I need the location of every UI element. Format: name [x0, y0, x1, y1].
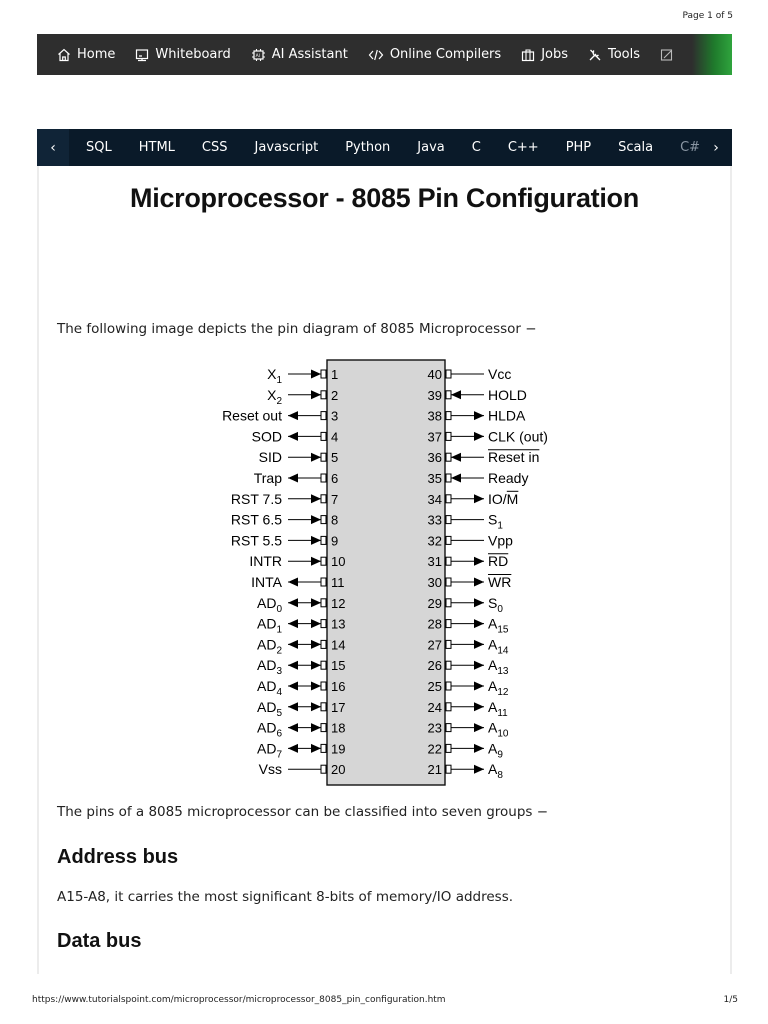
left-pin-16-arrow-right: [311, 682, 321, 691]
left-pin-17-stub: [321, 703, 326, 711]
left-pin-18-arrow-right: [311, 723, 321, 732]
right-pin-30-arrow: [474, 578, 484, 587]
nav-item-label: AI Assistant: [271, 47, 348, 62]
left-pin-9-label: RST 5.5: [230, 532, 282, 549]
right-pin-32-number: 32: [427, 533, 442, 549]
left-pin-12-label: $AD_0$: [256, 594, 282, 615]
right-pin-34-arrow: [474, 494, 484, 503]
left-pin-19-arrow-left: [288, 744, 298, 753]
tab-sql[interactable]: SQL: [86, 140, 112, 155]
tab-html[interactable]: HTML: [138, 140, 175, 155]
right-pin-28-label: $A_{15}$: [488, 615, 509, 636]
right-pin-32-stub: [446, 536, 451, 544]
left-pin-14-number: 14: [331, 637, 346, 653]
right-pin-26-stub: [446, 661, 451, 669]
right-pin-21-stub: [446, 765, 451, 773]
right-pin-22-number: 22: [427, 741, 442, 757]
left-pin-17-number: 17: [331, 699, 346, 715]
left-pin-3-number: 3: [331, 408, 339, 424]
right-pin-21-arrow: [474, 765, 484, 774]
right-pin-39-label: HOLD: [488, 386, 527, 403]
right-pin-27-arrow: [474, 640, 484, 649]
right-pin-40-stub: [446, 370, 451, 378]
left-pin-1-stub: [321, 370, 326, 378]
left-pin-13-label: $AD_1$: [256, 615, 282, 636]
nav-item-label: Tools: [608, 47, 641, 62]
left-pin-10-stub: [321, 557, 326, 565]
right-pin-24-stub: [446, 703, 451, 711]
right-pin-33-number: 33: [427, 512, 442, 528]
right-pin-24-number: 24: [427, 699, 442, 715]
left-pin-11-label: INTA: [251, 574, 282, 590]
groups-intro-paragraph: The pins of a 8085 microprocessor can be classified into seven groups −: [57, 804, 549, 820]
left-pin-7-number: 7: [331, 491, 339, 507]
right-pin-30-stub: [446, 578, 451, 586]
right-pin-28-arrow: [474, 619, 484, 628]
left-pin-8-stub: [321, 516, 326, 524]
svg-text:AI: AI: [255, 53, 260, 59]
left-pin-16-stub: [321, 682, 326, 690]
left-pin-1-number: 1: [331, 367, 339, 382]
right-pin-25-arrow: [474, 682, 484, 691]
right-pin-23-stub: [446, 724, 451, 732]
nav-item-jobs[interactable]: [521, 47, 568, 62]
right-pin-40-number: 40: [427, 367, 442, 382]
right-pin-26-label: $A_{13}$: [488, 657, 509, 678]
right-pin-31-label: RD: [488, 553, 509, 570]
right-pin-25-stub: [446, 682, 451, 690]
left-pin-1-label: $X_1$: [267, 366, 282, 386]
right-pin-25-number: 25: [427, 679, 442, 694]
right-pin-39-arrow: [451, 390, 461, 399]
left-pin-12-arrow-left: [288, 598, 298, 607]
tab-c[interactable]: C: [471, 140, 481, 155]
tab-css[interactable]: CSS: [201, 140, 228, 155]
right-pin-33-label: $S_1$: [488, 511, 503, 532]
right-pin-24-label: $A_{11}$: [488, 698, 508, 719]
right-pin-37-arrow: [474, 432, 484, 441]
left-pin-4-number: 4: [331, 429, 339, 445]
right-pin-40-label: Vcc: [488, 366, 512, 382]
left-pin-20-number: 20: [331, 762, 346, 778]
right-pin-38-number: 38: [427, 408, 442, 424]
right-pin-21-number: 21: [427, 762, 442, 778]
left-pin-7-label: RST 7.5: [230, 490, 282, 507]
address-bus-heading: Address bus: [57, 846, 179, 868]
left-pin-19-number: 19: [331, 741, 346, 757]
left-pin-8-number: 8: [331, 512, 339, 528]
right-pin-35-arrow: [451, 474, 461, 483]
right-pin-35-label: Ready: [488, 470, 529, 486]
tools-icon: [588, 48, 602, 62]
left-pin-9-stub: [321, 536, 326, 544]
right-pin-31-number: 31: [427, 554, 442, 570]
left-pin-7-stub: [321, 495, 326, 503]
left-pin-15-number: 15: [331, 658, 346, 674]
tab-python[interactable]: Python: [345, 140, 391, 155]
left-pin-6-arrow: [288, 474, 298, 483]
intro-paragraph: The following image depicts the pin diagram of 8085 Microprocessor −: [57, 321, 537, 337]
left-pin-13-arrow-left: [288, 619, 298, 628]
right-pin-29-arrow: [474, 598, 484, 607]
scroll-left-chevron-icon[interactable]: ‹: [37, 129, 69, 166]
left-pin-19-arrow-right: [311, 744, 321, 753]
right-pin-22-label: $A_9$: [488, 740, 503, 761]
page-counter: Page 1 of 5: [682, 11, 733, 21]
left-pin-16-arrow-left: [288, 682, 298, 691]
left-pin-15-label: $AD_3$: [256, 657, 282, 678]
nav-item-ai-assistant[interactable]: [251, 47, 348, 62]
code-icon: [368, 48, 384, 62]
left-pin-10-label: INTR: [249, 553, 282, 570]
right-pin-25-label: $A_{12}$: [488, 678, 509, 698]
left-pin-5-stub: [321, 453, 326, 461]
right-pin-22-stub: [446, 744, 451, 752]
tab-java[interactable]: Java: [417, 140, 445, 155]
right-pin-36-number: 36: [427, 450, 442, 466]
left-pin-20-stub: [321, 765, 326, 773]
page-title: Microprocessor - 8085 Pin Configuration: [130, 183, 639, 213]
left-pin-11-number: 11: [331, 575, 345, 590]
left-pin-19-stub: [321, 744, 326, 752]
left-pin-6-stub: [321, 474, 326, 482]
right-pin-37-stub: [446, 432, 451, 440]
left-pin-5-arrow: [311, 453, 321, 462]
tab-cpp[interactable]: C++: [507, 140, 539, 155]
left-pin-3-stub: [321, 412, 326, 420]
left-pin-9-arrow: [311, 536, 321, 545]
right-pin-27-stub: [446, 640, 451, 648]
right-pin-34-stub: [446, 495, 451, 503]
right-pin-22-arrow: [474, 744, 484, 753]
right-pin-23-label: $A_{10}$: [488, 719, 509, 740]
right-pin-34-label: IO/M: [488, 490, 519, 507]
right-pin-32-label: Vpp: [488, 532, 513, 549]
left-pin-11-arrow: [288, 578, 298, 587]
right-pin-35-number: 35: [427, 471, 442, 486]
left-pin-18-arrow-left: [288, 723, 298, 732]
right-pin-33-stub: [446, 516, 451, 524]
briefcase-icon: [521, 48, 535, 62]
top-navigation-bar: [37, 34, 732, 75]
left-pin-11-stub: [321, 578, 326, 586]
nav-accent-edge: [692, 34, 732, 75]
right-pin-28-stub: [446, 620, 451, 628]
left-pin-10-number: 10: [331, 554, 346, 570]
right-pin-27-number: 27: [427, 637, 442, 653]
left-pin-2-label: $X_2$: [267, 386, 282, 407]
left-pin-15-arrow-right: [311, 661, 321, 670]
left-pin-3-label: Reset out: [222, 407, 282, 424]
right-pin-39-number: 39: [427, 387, 442, 403]
right-pin-21-label: $A_8$: [488, 761, 503, 782]
right-pin-28-number: 28: [427, 616, 442, 632]
right-pin-38-stub: [446, 412, 451, 420]
left-pin-14-label: $AD_2$: [256, 636, 282, 657]
left-pin-12-stub: [321, 599, 326, 607]
left-pin-1-arrow: [311, 370, 321, 379]
scroll-right-chevron-icon[interactable]: ›: [700, 129, 732, 166]
left-pin-13-stub: [321, 620, 326, 628]
left-pin-13-arrow-right: [311, 619, 321, 628]
tab-php[interactable]: PHP: [565, 140, 592, 155]
left-pin-8-label: RST 6.5: [230, 511, 282, 528]
left-pin-2-arrow: [311, 390, 321, 399]
left-pin-14-stub: [321, 640, 326, 648]
right-pin-26-arrow: [474, 661, 484, 670]
left-pin-10-arrow: [311, 557, 321, 566]
data-bus-heading: Data bus: [57, 930, 142, 952]
right-pin-23-arrow: [474, 723, 484, 732]
left-pin-16-number: 16: [331, 679, 346, 694]
left-pin-4-label: SOD: [251, 428, 282, 445]
left-pin-12-number: 12: [331, 595, 346, 611]
left-pin-6-number: 6: [331, 471, 339, 486]
left-pin-17-arrow-right: [311, 702, 321, 711]
left-pin-7-arrow: [311, 494, 321, 503]
left-pin-16-label: $AD_4$: [256, 678, 282, 698]
tab-csharp[interactable]: C#: [680, 140, 701, 155]
nav-item-label: Home: [77, 47, 116, 62]
right-pin-31-arrow: [474, 557, 484, 566]
ai-chip-icon: [251, 48, 266, 62]
tab-javascript[interactable]: Javascript: [254, 140, 319, 155]
left-pin-3-arrow: [288, 411, 298, 420]
right-pin-26-number: 26: [427, 658, 442, 674]
left-pin-4-stub: [321, 432, 326, 440]
left-pin-2-number: 2: [331, 387, 339, 403]
nav-item-label: Whiteboard: [155, 47, 231, 62]
left-pin-5-label: SID: [258, 449, 282, 466]
left-pin-18-number: 18: [331, 720, 346, 736]
footer-url: https://www.tutorialspoint.com/microprocessor/microprocessor_8085_pin_configuration.htm: [32, 995, 446, 1005]
left-pin-13-number: 13: [331, 616, 346, 632]
right-pin-35-stub: [446, 474, 451, 482]
left-pin-2-stub: [321, 391, 326, 399]
nav-item-online-compilers[interactable]: [368, 47, 501, 62]
left-pin-18-stub: [321, 724, 326, 732]
nav-item-home[interactable]: [57, 47, 115, 62]
left-pin-5-number: 5: [331, 450, 339, 466]
nav-item-label: Jobs: [541, 47, 568, 62]
nav-item-whiteboard[interactable]: [135, 47, 230, 62]
right-pin-38-label: HLDA: [488, 407, 526, 424]
whiteboard-icon: [135, 48, 149, 62]
right-pin-38-arrow: [474, 411, 484, 420]
more-nav-icon[interactable]: [660, 48, 680, 62]
nav-item-tools[interactable]: [588, 47, 640, 62]
left-pin-20-label: Vss: [258, 761, 282, 778]
left-pin-14-arrow-left: [288, 640, 298, 649]
right-pin-29-number: 29: [427, 595, 442, 611]
left-pin-6-label: Trap: [253, 470, 282, 486]
nav-item-label: Online Compilers: [389, 47, 502, 62]
home-icon: [57, 48, 71, 62]
right-pin-36-arrow: [451, 453, 461, 462]
left-pin-17-arrow-left: [288, 702, 298, 711]
footer-page-number: 1/5: [723, 995, 738, 1005]
pin-diagram-8085: [195, 355, 575, 790]
left-pin-18-label: $AD_6$: [256, 719, 282, 740]
right-pin-31-stub: [446, 557, 451, 565]
left-pin-8-arrow: [311, 515, 321, 524]
left-pin-12-arrow-right: [311, 598, 321, 607]
left-pin-17-label: $AD_5$: [256, 698, 282, 719]
address-bus-paragraph: A15-A8, it carries the most significant 8-bits of memory/IO address.: [57, 889, 514, 905]
right-pin-29-stub: [446, 599, 451, 607]
right-pin-37-label: CLK (out): [488, 428, 548, 445]
tab-scala[interactable]: Scala: [618, 140, 654, 155]
right-pin-30-label: WR: [488, 574, 512, 590]
right-pin-39-stub: [446, 391, 451, 399]
left-pin-9-number: 9: [331, 533, 339, 549]
language-tab-bar: [37, 129, 732, 166]
right-pin-27-label: $A_{14}$: [488, 636, 509, 657]
right-pin-36-stub: [446, 453, 451, 461]
right-pin-36-label: Reset in: [488, 449, 540, 466]
left-pin-15-arrow-left: [288, 661, 298, 670]
right-pin-34-number: 34: [427, 491, 442, 507]
left-pin-4-arrow: [288, 432, 298, 441]
right-pin-29-label: $S_0$: [488, 594, 503, 615]
right-pin-30-number: 30: [427, 575, 442, 590]
left-pin-15-stub: [321, 661, 326, 669]
left-pin-14-arrow-right: [311, 640, 321, 649]
right-pin-23-number: 23: [427, 720, 442, 736]
left-pin-19-label: $AD_7$: [256, 740, 282, 761]
right-pin-24-arrow: [474, 702, 484, 711]
right-pin-37-number: 37: [427, 429, 442, 445]
